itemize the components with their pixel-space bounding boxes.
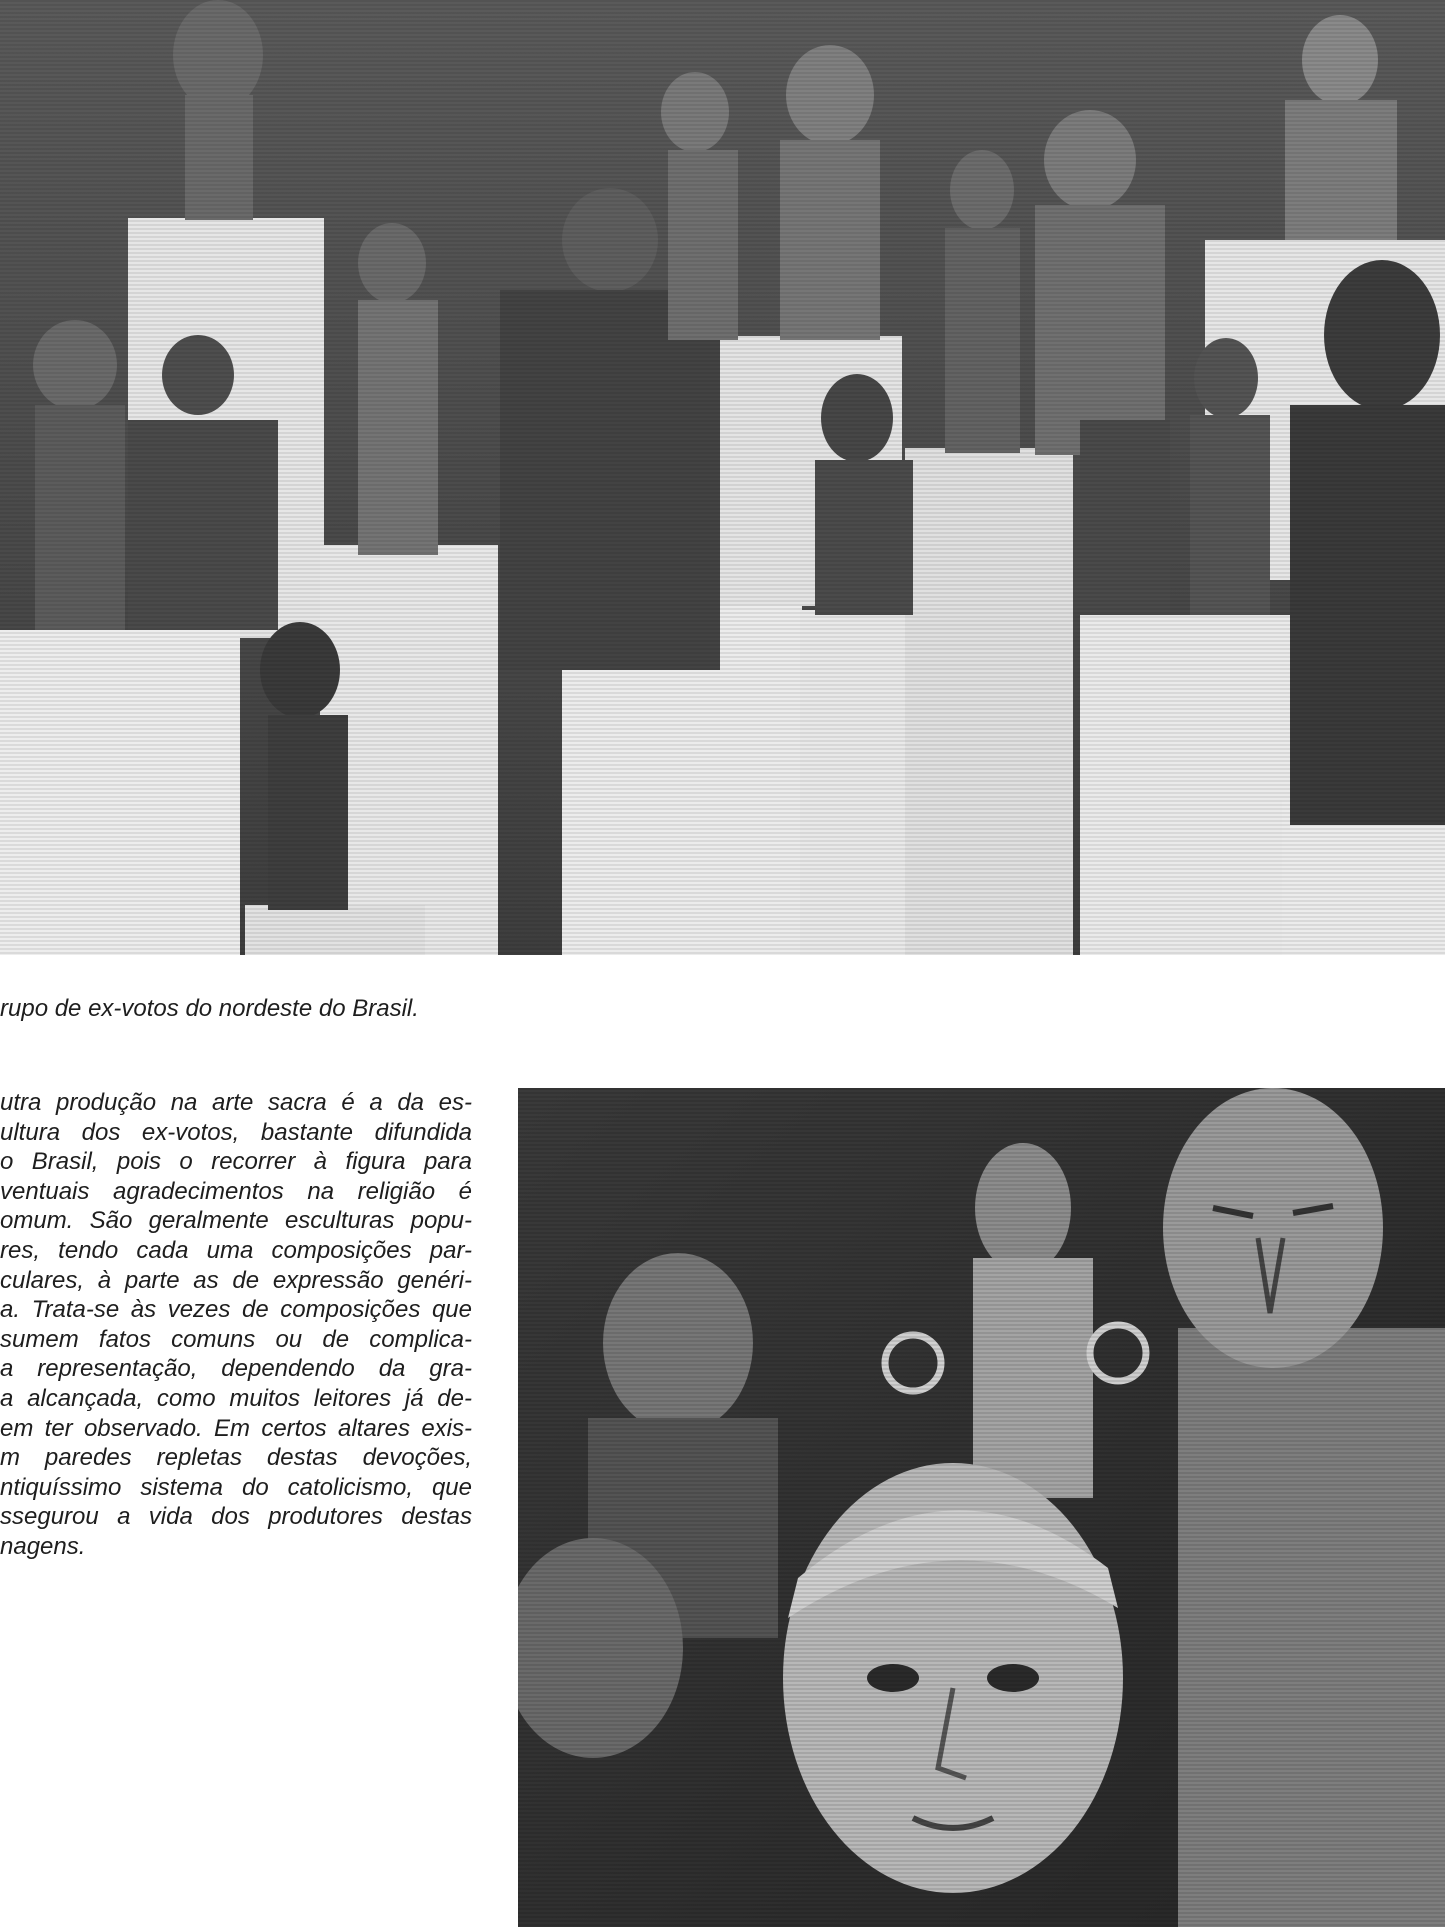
paragraph-line: a representação, dependendo da gra- xyxy=(0,1355,472,1383)
paragraph-line: nagens. xyxy=(0,1532,86,1560)
ex-voto-figures-image xyxy=(0,0,1445,955)
carved-heads-image xyxy=(518,1088,1445,1927)
paragraph-line: culares, à parte as de expressão genéri- xyxy=(0,1266,472,1294)
ex-voto-group-photo xyxy=(0,0,1445,955)
paragraph-line: ssegurou a vida dos produtores destas xyxy=(0,1503,472,1531)
article-paragraph xyxy=(0,1088,472,1562)
paragraph-line: o Brasil, pois o recorrer à figura para xyxy=(0,1148,472,1176)
paragraph-line: ultura dos ex-votos, bastante difundida xyxy=(0,1118,472,1146)
paragraph-line: sumem fatos comuns ou de complica- xyxy=(0,1325,472,1353)
photo-caption: rupo de ex-votos do nordeste do Brasil. xyxy=(0,995,419,1022)
paragraph-line: omum. São geralmente esculturas popu- xyxy=(0,1207,472,1235)
paragraph-line: m paredes repletas destas devoções, xyxy=(0,1444,472,1472)
paragraph-line: utra produção na arte sacra é a da es- xyxy=(0,1089,472,1116)
paragraph-line: ventuais agradecimentos na religião é xyxy=(0,1177,472,1205)
paragraph-line: a alcançada, como muitos leitores já de- xyxy=(0,1384,472,1412)
paragraph-line: res, tendo cada uma composições par- xyxy=(0,1236,472,1264)
paragraph-line: em ter observado. Em certos altares exis- xyxy=(0,1414,472,1442)
carved-heads-photo xyxy=(518,1088,1445,1927)
paragraph-line: a. Trata-se às vezes de composições que xyxy=(0,1296,472,1324)
paragraph-line: ntiquíssimo sistema do catolicismo, que xyxy=(0,1473,472,1501)
